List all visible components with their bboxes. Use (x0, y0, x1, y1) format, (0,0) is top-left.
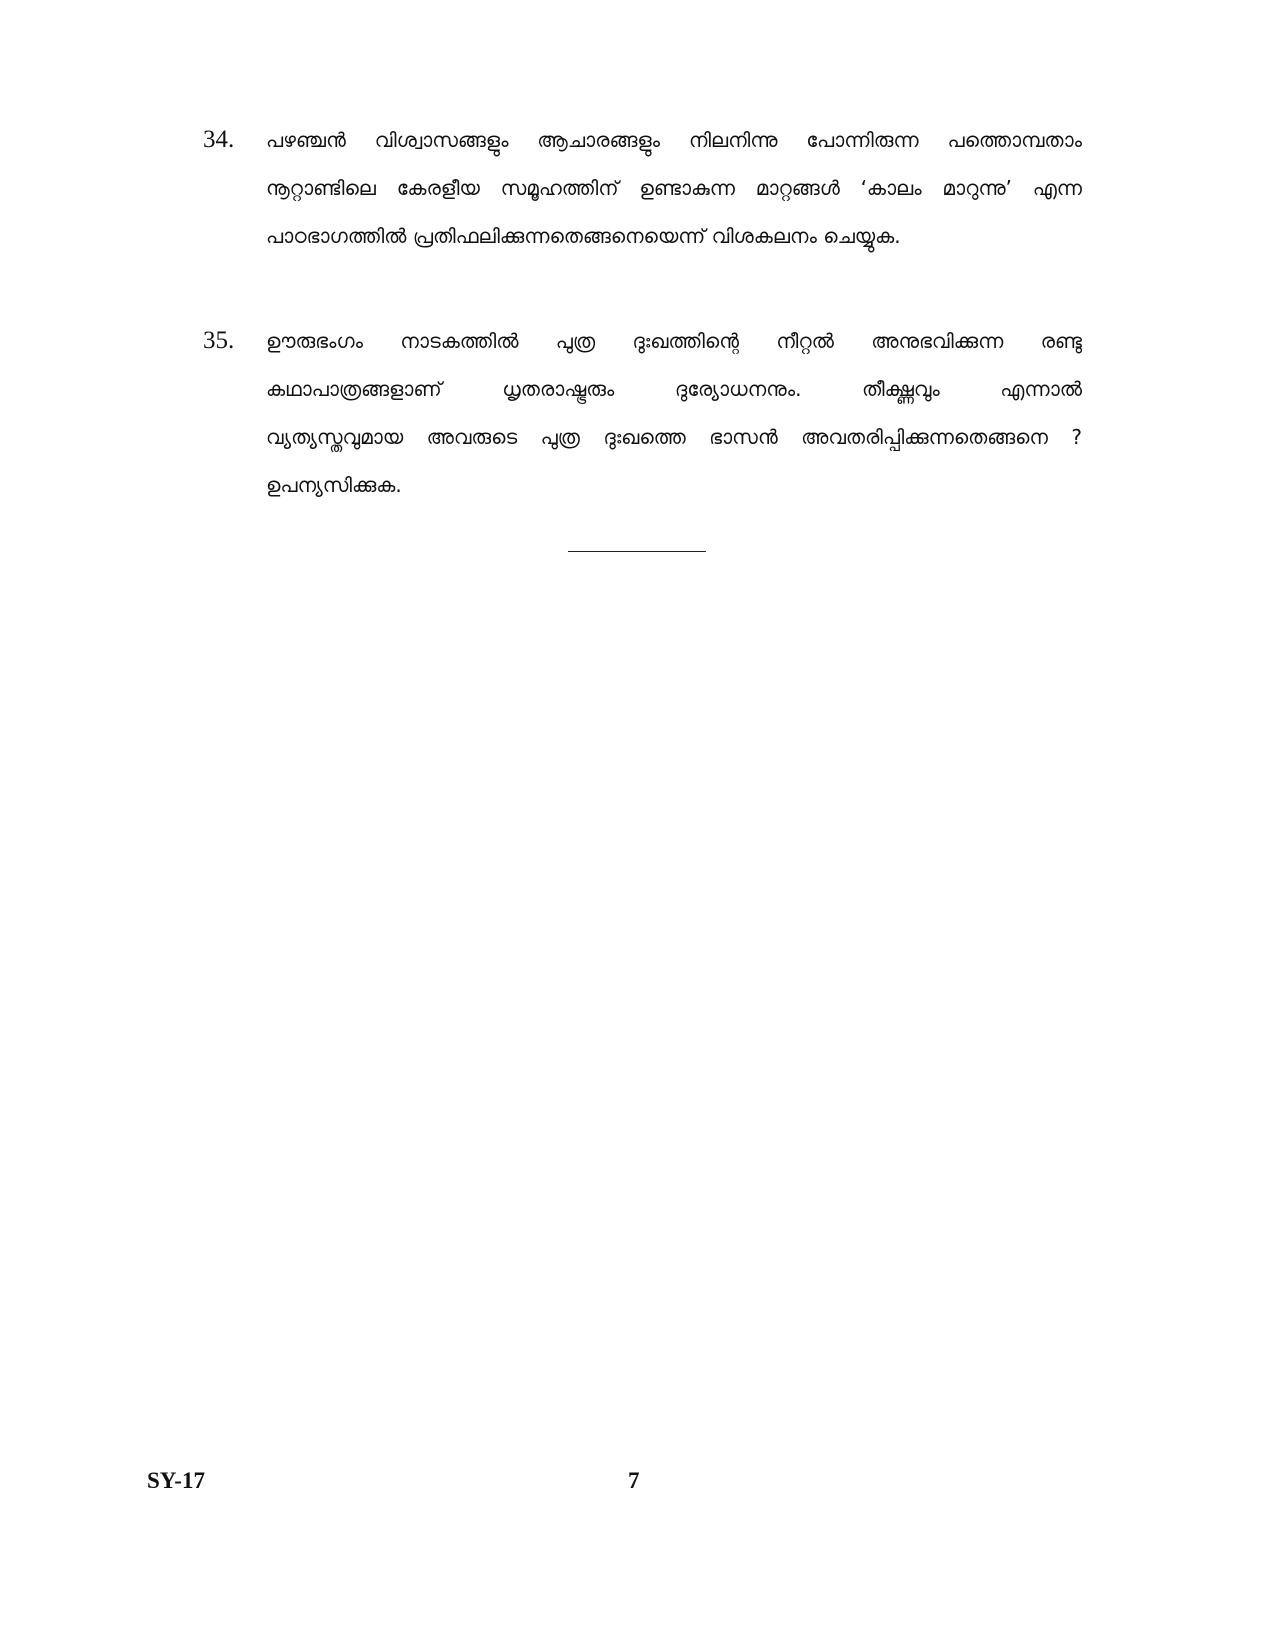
page-number: 7 (628, 1468, 640, 1493)
question-line: പാഠഭാഗത്തിൽ പ്രതിഫലിക്കുന്നതെങ്ങനെയെന്ന് വിശകലനം ചെയ്യുക. (266, 224, 901, 248)
question-line: ഊരുഭംഗം നാടകത്തിൽ പുത്ര ദുഃഖത്തിന്റെ നീറ്റൽ അനുഭവിക്കുന്ന രണ്ടു (266, 329, 1082, 353)
question-number: 35. (203, 327, 235, 354)
question-text (266, 317, 1082, 509)
question-line: ഉപന്യസിക്കുക. (266, 473, 402, 497)
question-line: വ്യത്യസ്തവുമായ അവരുടെ പുത്ര ദുഃഖത്തെ ഭാസൻ അവതരിപ്പിക്കുന്നതെങ്ങനെ ? (266, 425, 1082, 449)
paper-code: SY-17 (147, 1468, 205, 1493)
question-text (266, 116, 1082, 260)
end-of-questions-divider (568, 551, 706, 552)
question-line: നൂറ്റാണ്ടിലെ കേരളീയ സമൂഹത്തിന് ഉണ്ടാകുന്ന മാറ്റങ്ങൾ ‘കാലം മാറുന്നു’ എന്ന (266, 176, 1082, 200)
question-number: 34. (203, 126, 235, 153)
question-line: പഴഞ്ചൻ വിശ്വാസങ്ങളും ആചാരങ്ങളും നിലനിന്നു പോന്നിരുന്ന പത്തൊമ്പതാം (266, 128, 1082, 152)
question-line: കഥാപാത്രങ്ങളാണ് ധൃതരാഷ്ട്രരും ദുര്യോധനനും. തീക്ഷ്ണവും എന്നാൽ (266, 377, 1082, 401)
